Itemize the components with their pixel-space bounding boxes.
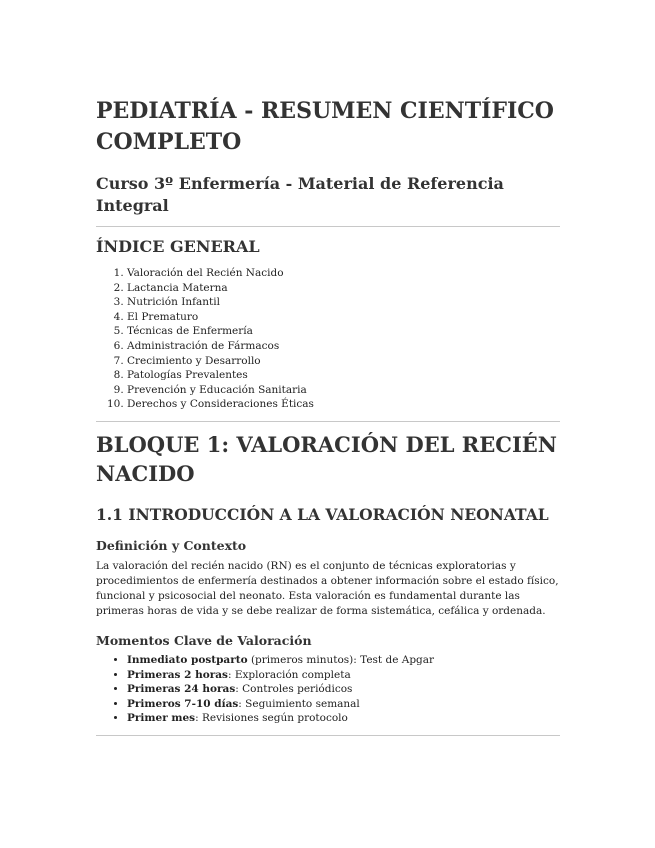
- moment-desc: : Controles periódicos: [235, 683, 353, 696]
- moment-item: [127, 711, 560, 726]
- moment-item: [127, 682, 560, 697]
- index-item: 3. Nutrición Infantil: [127, 295, 560, 310]
- moment-desc: (primeros minutos): Test de Apgar: [247, 653, 435, 666]
- index-item: 10. Derechos y Consideraciones Éticas: [127, 397, 560, 412]
- section-title: 1.1 INTRODUCCIÓN A LA VALORACIÓN NEONATAL: [96, 504, 549, 524]
- index-heading: ÍNDICE GENERAL: [96, 237, 260, 256]
- index-item: 1. Valoración del Recién Nacido: [127, 266, 560, 281]
- moment-item: [127, 653, 560, 668]
- document-subtitle: Curso 3º Enfermería - Material de Referencia Integral: [96, 174, 504, 215]
- moment-desc: : Revisiones según protocolo: [195, 712, 348, 725]
- divider: [96, 735, 560, 736]
- moment-desc: : Seguimiento semanal: [238, 697, 360, 710]
- document-title: PEDIATRÍA - RESUMEN CIENTÍFICO COMPLETO: [96, 98, 554, 155]
- moment-item: [127, 697, 560, 712]
- index-list: [96, 266, 560, 412]
- divider: [96, 226, 560, 227]
- moments-list: [96, 653, 560, 726]
- index-item: 9. Prevención y Educación Sanitaria: [127, 383, 560, 398]
- moment-term: Primeros 7-10 días: [127, 697, 239, 710]
- index-item: 8. Patologías Prevalentes: [127, 368, 560, 383]
- moment-term: Primeras 2 horas: [127, 668, 228, 681]
- index-item: 4. El Prematuro: [127, 310, 560, 325]
- block-title: BLOQUE 1: VALORACIÓN DEL RECIÉN NACIDO: [96, 431, 557, 487]
- index-item: 5. Técnicas de Enfermería: [127, 324, 560, 339]
- document-content: [96, 96, 560, 736]
- moment-desc: : Exploración completa: [227, 668, 351, 681]
- moment-term: Primeras 24 horas: [127, 683, 236, 696]
- definition-heading: Definición y Contexto: [96, 537, 247, 553]
- index-item: 7. Crecimiento y Desarrollo: [127, 354, 560, 369]
- moments-heading: Momentos Clave de Valoración: [96, 632, 312, 648]
- moment-item: [127, 668, 560, 683]
- moment-term: Inmediato postparto: [127, 653, 248, 666]
- index-item: 6. Administración de Fármacos: [127, 339, 560, 354]
- index-item: 2. Lactancia Materna: [127, 281, 560, 296]
- definition-paragraph: La valoración del recién nacido (RN) es el conjunto de técnicas exploratorias y procedimientos de enfermería destinados a obtener información sobre el estado físico, funcional y psicosocial del neonato. Esta valoración es fundamental durante las primeras horas de vida y se debe realizar de forma sistemática, cefálica y ordenada.: [96, 559, 559, 617]
- divider: [96, 421, 560, 422]
- moment-term: Primer mes: [127, 712, 196, 725]
